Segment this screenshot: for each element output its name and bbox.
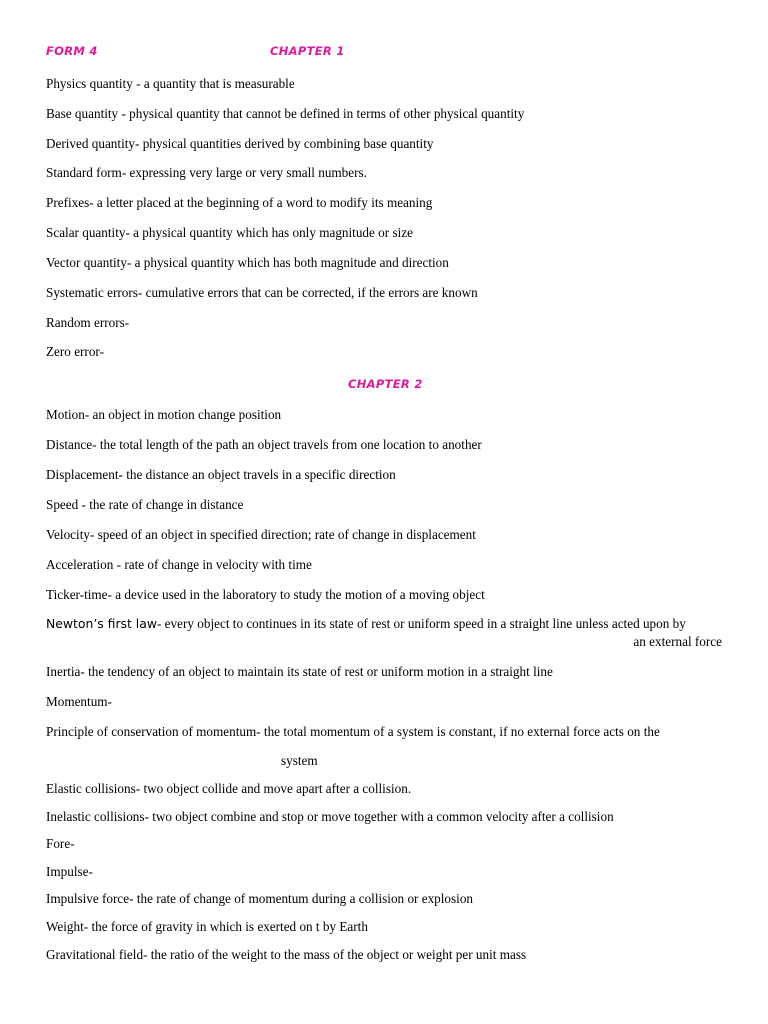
definition-term: Distance [46,437,93,452]
definition-line [46,557,722,573]
definition-line [46,947,722,963]
definition-line [46,106,722,122]
definition-text: - rate of change in velocity with time [113,557,312,572]
definition-text: - the total momentum of a system is constant, if no external force acts on the [256,724,660,739]
definition-text: - every object to continues in its state of rest or uniform speed in a straight line unless acted upon by [156,616,686,631]
definition-term: Motion [46,407,85,422]
definition-text: - physical quantities derived by combining base quantity [135,136,434,151]
definition-term: Random errors [46,315,125,330]
definition-term: Ticker-time [46,587,108,602]
definition-term: Principle of conservation of momentum [46,724,257,739]
definition-term: Velocity [46,527,90,542]
definition-term: Weight [46,919,84,934]
definition-term: Acceleration [46,557,114,572]
definition-term: Base quantity [46,106,119,121]
definition-line [46,467,722,483]
definition-term: Standard form [46,165,122,180]
definition-text: - two object combine and stop or move together with a common velocity after a collision [144,809,614,824]
definition-line [46,255,722,271]
definition-term: Derived quantity [46,136,135,151]
definition-text: - expressing very large or very small numbers. [121,165,367,180]
definition-text: - the total length of the path an object travels from one location to another [92,437,482,452]
definition-line [46,781,722,797]
definition-line [46,76,722,92]
definition-text: - a physical quantity which has only magnitude or size [125,225,413,240]
definition-line [46,344,722,360]
definition-line [46,864,722,880]
definition-term: Scalar quantity [46,225,126,240]
definition-line [46,315,722,331]
definition-text: - an object in motion change position [84,407,282,422]
definition-text: - [124,315,130,330]
definition-line [46,165,722,181]
definition-line [46,724,722,740]
definition-text: - the rate of change in distance [78,497,244,512]
chapter-1-heading: CHAPTER 1 [270,44,345,58]
definition-line [46,407,722,423]
definition-text: - [107,694,112,709]
definition-term: Systematic errors [46,285,138,300]
definition-term: Fore [46,836,71,851]
definition-line [46,225,722,241]
definition-text: - the ratio of the weight to the mass of the object or weight per unit mass [143,947,527,962]
definition-text: - a quantity that is measurable [132,76,295,91]
definition-line [46,891,722,907]
newton-line-1 [46,616,722,632]
definition-line-newton [46,616,722,650]
definition-term: Inertia [46,664,81,679]
newton-line-2: an external force [633,634,722,649]
definition-term: Vector quantity [46,255,127,270]
definition-text: - physical quantity that cannot be defined in terms of other physical quantity [118,106,525,121]
definition-line [46,836,722,852]
definition-line [46,195,722,211]
definition-line [46,136,722,152]
definition-term: Impulse [46,864,89,879]
definition-term: Elastic collisions [46,781,136,796]
definition-text: - [70,836,75,851]
definition-text: - the force of gravity in which is exerted on t by Earth [83,919,368,934]
definition-term: Prefixes [46,195,90,210]
definition-text: - a device used in the laboratory to study the motion of a moving object [107,587,485,602]
definition-term: Gravitational field [46,947,144,962]
definition-text: - [88,864,93,879]
definition-text: - speed of an object in specified direction; rate of change in displacement [89,527,476,542]
definition-term: Physics quantity [46,76,133,91]
definition-text: - a letter placed at the beginning of a word to modify its meaning [89,195,433,210]
definition-text: - the rate of change of momentum during a collision or explosion [129,891,474,906]
definition-line [46,497,722,513]
definition-text: - a physical quantity which has both magnitude and direction [126,255,449,270]
definition-line [46,809,722,825]
definition-term: Inelastic collisions [46,809,145,824]
definition-line [46,527,722,543]
chapter-2-heading: CHAPTER 2 [348,377,423,391]
definition-term: Newton’s first law [46,616,157,631]
definition-term: Speed [46,497,79,512]
definition-text: - the tendency of an object to maintain its state of rest or uniform motion in a straight line [80,664,553,679]
form-heading: FORM 4 [46,44,98,58]
definition-term: Displacement [46,467,119,482]
definition-text: - two object collide and move apart after a collision. [135,781,412,796]
definition-line [46,437,722,453]
definition-line [46,694,722,710]
definition-line [46,285,722,301]
definition-text: - [99,344,104,359]
conservation-continuation: system [281,753,318,768]
definition-text: - the distance an object travels in a specific direction [118,467,396,482]
definition-line [46,587,722,603]
definition-text: - cumulative errors that can be corrected, if the errors are known [137,285,478,300]
definition-term: Zero error [46,344,100,359]
definition-term: Momentum [46,694,108,709]
definition-term: Impulsive force [46,891,130,906]
definition-line [46,919,722,935]
definition-line [46,664,722,680]
